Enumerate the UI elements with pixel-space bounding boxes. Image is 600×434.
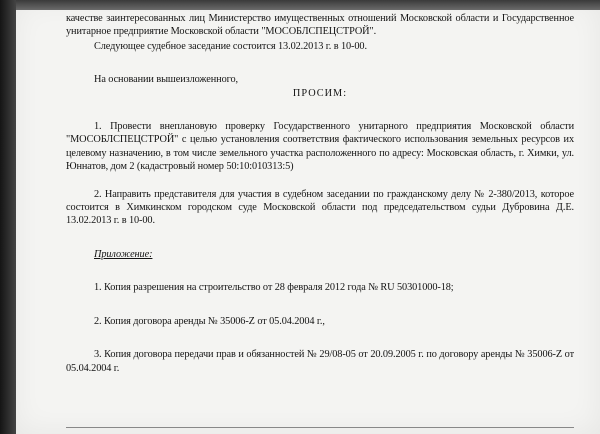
appendix-item-2: 2. Копия договора аренды № 35006-Z от 05.04.2004 г., xyxy=(94,315,325,327)
appendix-heading xyxy=(66,248,574,261)
appendix-item-1: 1. Копия разрешения на строительство от 28 февраля 2012 года № RU 50301000-18; xyxy=(94,282,454,294)
appendix-heading-text: Приложение: xyxy=(94,248,153,260)
scan-left-edge xyxy=(0,0,16,434)
scan-top-edge xyxy=(0,0,600,10)
appendix-item-3: 3. Копия договора передачи прав и обязанностей № 29/08-05 от 20.09.2005 г. по договору аренды № 35006-Z от 05.04.2004 г. xyxy=(66,349,574,374)
document-body xyxy=(66,12,574,375)
next-hearing-line: Следующее судебное заседание состоится 13.02.2013 г. в 10-00. xyxy=(94,40,367,52)
request-item-2: 2. Направить представителя для участия в судебном заседании по гражданскому делу № 2-380/2013, которое состоится в Химкинском городском суде Московской области под председательством судьи Дубровина Д.Е. 13.02.2013 г. в 10-00. xyxy=(66,188,574,227)
based-on-line: На основании вышеизложенного, xyxy=(94,74,239,86)
paragraph-continuation: качестве заинтересованных лиц Министерство имущественных отношений Московской области и Государственное унитарное предприятие Московской области "МОСОБЛСПЕЦСТРОЙ". xyxy=(66,13,574,38)
request-item-1: 1. Провести внеплановую проверку Государственного унитарного предприятия Московской области "МОСОБЛСПЕЦСТРОЙ" с целью установления соответствия фактического использования земельных ресурсов их целевому назначению, в том числе земельного участка расположенного по адресу: Московская область, г. Химки, ул. Юннатов, дом 2 (кадастровый номер 50:10:010313:5) xyxy=(66,121,574,173)
page-bottom-rule xyxy=(66,427,574,428)
request-heading: ПРОСИМ: xyxy=(292,87,348,99)
